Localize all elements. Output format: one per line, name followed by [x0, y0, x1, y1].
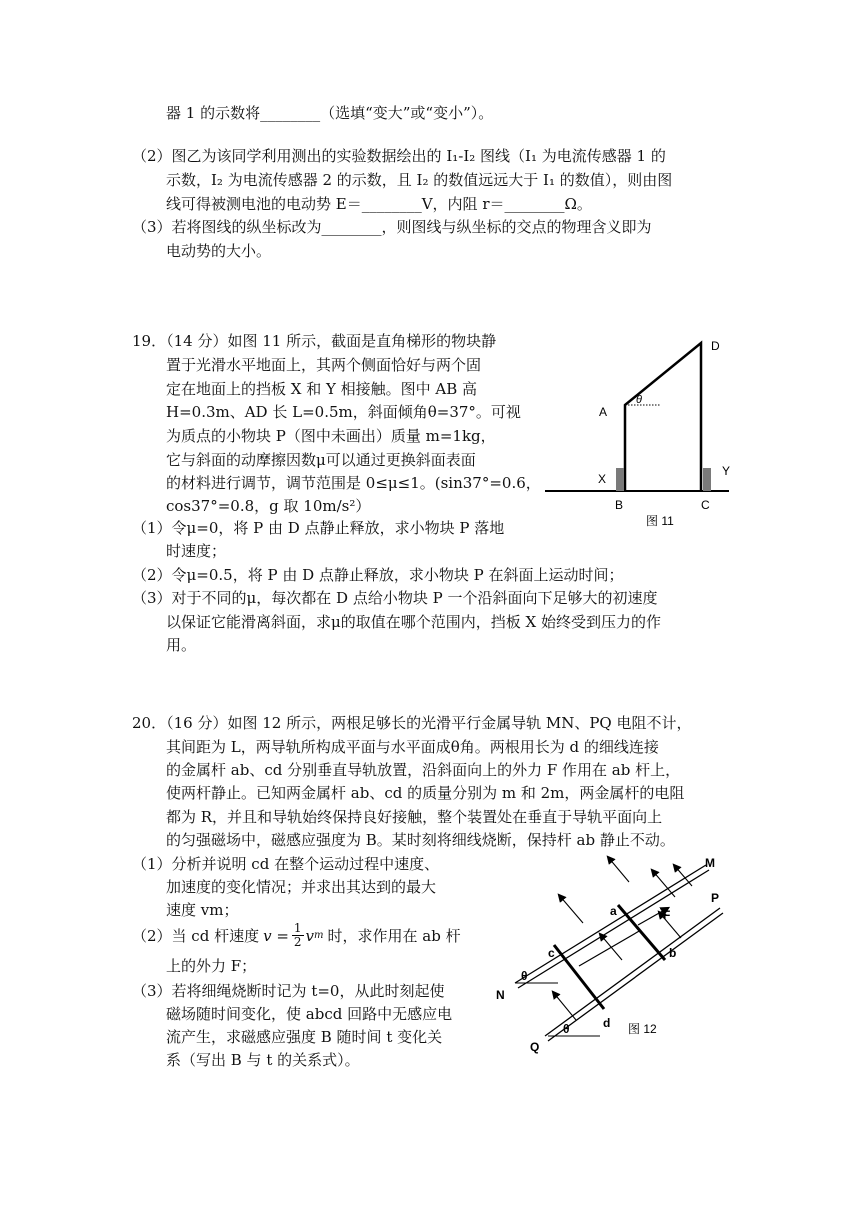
q20-part1-line3: 速度 vm； [166, 901, 239, 919]
field-arrow-2 [608, 857, 629, 882]
formula-numerator: 1 [293, 921, 302, 935]
label-Q: Q [530, 1040, 540, 1054]
q19-stem-line3: 定在地面上的挡板 X 和 Y 相接触。图中 AB 高 [166, 380, 478, 398]
figure-12-caption: 图 12 [628, 1022, 657, 1036]
q18-part2-line1: （2）图乙为该同学利用测出的实验数据绘出的 I₁-I₂ 图线（I₁ 为电流传感器 1 的 [132, 147, 666, 165]
label-theta-q: θ [563, 1022, 570, 1036]
field-arrow-3 [652, 870, 675, 897]
formula-sub: m [314, 929, 324, 941]
rail-mn-inner [518, 870, 709, 988]
field-arrow-5 [553, 992, 576, 1020]
label-P: P [711, 891, 720, 905]
q20-stem-line5: 都为 R，并且和导轨始终保持良好接触，整个装置处在垂直于导轨平面向上 [166, 808, 663, 826]
label-D: D [711, 339, 720, 353]
q20-stem-line1: 20．（16 分）如图 12 所示，两根足够长的光滑平行金属导轨 MN、PQ 电阻不计， [132, 714, 692, 732]
label-a: a [610, 904, 617, 918]
q18-part2-line3: 线可得被测电池的电动势 E＝________V，内阻 r＝________Ω。 [166, 195, 592, 213]
label-C: C [701, 498, 710, 512]
label-F: F [663, 908, 671, 922]
thread [579, 930, 641, 966]
field-arrow-1 [559, 895, 583, 923]
q19-stem-line2: 置于光滑水平地面上，其两个侧面恰好与两个固 [166, 356, 482, 374]
label-B: B [615, 498, 624, 512]
q19-stem-line8: cos37°=0.8，g 取 10m/s²） [166, 497, 371, 515]
label-Y: Y [722, 464, 731, 478]
q18-part3-line1: （3）若将图线的纵坐标改为________，则图线与纵坐标的交点的物理含义即为 [132, 218, 652, 236]
q20-part2-line2: 上的外力 F； [166, 957, 257, 975]
q20-stem-line4: 使两杆静止。已知两金属杆 ab、cd 的质量分别为 m 和 2m，两金属杆的电阻 [166, 784, 685, 802]
label-theta-11: θ [636, 394, 642, 406]
formula-var: v [305, 926, 315, 945]
label-theta-n: θ [521, 969, 528, 983]
q20-part3-line3: 流产生，求磁感应强度 B 随时间 t 变化关 [166, 1028, 443, 1046]
q18-continuation: 器 1 的示数将________（选填“变大”或“变小”）。 [166, 104, 494, 122]
q20-part3-line4: 系（写出 B 与 t 的关系式）。 [166, 1051, 360, 1069]
q18-part2-line2: 示数，I₂ 为电流传感器 2 的示数，且 I₂ 的数值远远大于 I₁ 的数值），则由图 [166, 171, 673, 189]
q19-stem-line6: 它与斜面的动摩擦因数μ可以通过更换斜面表面 [166, 451, 476, 469]
q19-part3-line2: 以保证它能滑离斜面，求μ的取值在哪个范围内，挡板 X 始终受到压力的作 [166, 613, 661, 631]
q20-part2-text-a: （2）当 cd 杆速度 [132, 926, 260, 945]
label-d: d [603, 1016, 611, 1030]
q20-stem-line2: 其间距为 L，两导轨所构成平面与水平面成θ角。两根用长为 d 的细线连接 [166, 738, 659, 756]
formula-lhs: v = [263, 926, 289, 945]
label-N: N [496, 988, 505, 1002]
label-X: X [598, 472, 607, 486]
q19-part3-line1: （3）对于不同的μ，每次都在 D 点给小物块 P 一个沿斜面向下足够大的初速度 [132, 589, 658, 607]
q19-stem-line5: 为质点的小物块 P（图中未画出）质量 m=1kg， [166, 427, 496, 445]
q19-part1-line1: （1）令μ=0，将 P 由 D 点静止释放，求小物块 P 落地 [132, 519, 505, 537]
q20-part3-line1: （3）若将细绳烧断时记为 t=0，从此时刻起使 [132, 982, 445, 1000]
label-c: c [548, 946, 555, 960]
q19-part2: （2）令μ=0.5，将 P 由 D 点静止释放，求小物块 P 在斜面上运动时间； [132, 566, 624, 584]
label-M: M [705, 856, 715, 870]
rail-pq-outer [545, 908, 720, 1036]
formula-denominator: 2 [293, 935, 302, 949]
q19-stem-line4: H=0.3m、AD 长 L=0.5m，斜面倾角θ=37°。可视 [166, 403, 521, 421]
q19-stem-line7: 的材料进行调节，调节范围是 0≤μ≤1。(sin37°=0.6， [166, 474, 541, 492]
q19-stem-line1: 19．（14 分）如图 11 所示，截面是直角梯形的物块静 [132, 332, 497, 350]
label-b: b [669, 946, 677, 960]
label-A: A [599, 405, 608, 419]
rod-cd [554, 945, 604, 1009]
q20-part1-line2: 加速度的变化情况；并求出其达到的最大 [166, 878, 437, 896]
q20-part1-line1: （1）分析并说明 cd 在整个运动过程中速度、 [132, 855, 440, 873]
field-arrow-6 [600, 934, 622, 960]
q18-part3-line2: 电动势的大小。 [166, 242, 272, 260]
q20-stem-line6: 的匀强磁场中，磁感应强度为 B。某时刻将细线烧断，保持杆 ab 静止不动。 [166, 831, 675, 849]
q20-part2-text-b: 时，求作用在 ab 杆 [327, 926, 461, 945]
figure-11-caption: 图 11 [646, 514, 674, 528]
rail-mn-outer [515, 865, 706, 983]
q19-part3-line3: 用。 [166, 636, 197, 654]
q20-part3-line2: 磁场随时间变化，使 abcd 回路中无感应电 [166, 1005, 453, 1023]
q20-stem-line3: 的金属杆 ab、cd 分别垂直导轨放置，沿斜面向上的外力 F 作用在 ab 杆上， [166, 761, 681, 779]
q19-part1-line2: 时速度； [166, 542, 227, 560]
